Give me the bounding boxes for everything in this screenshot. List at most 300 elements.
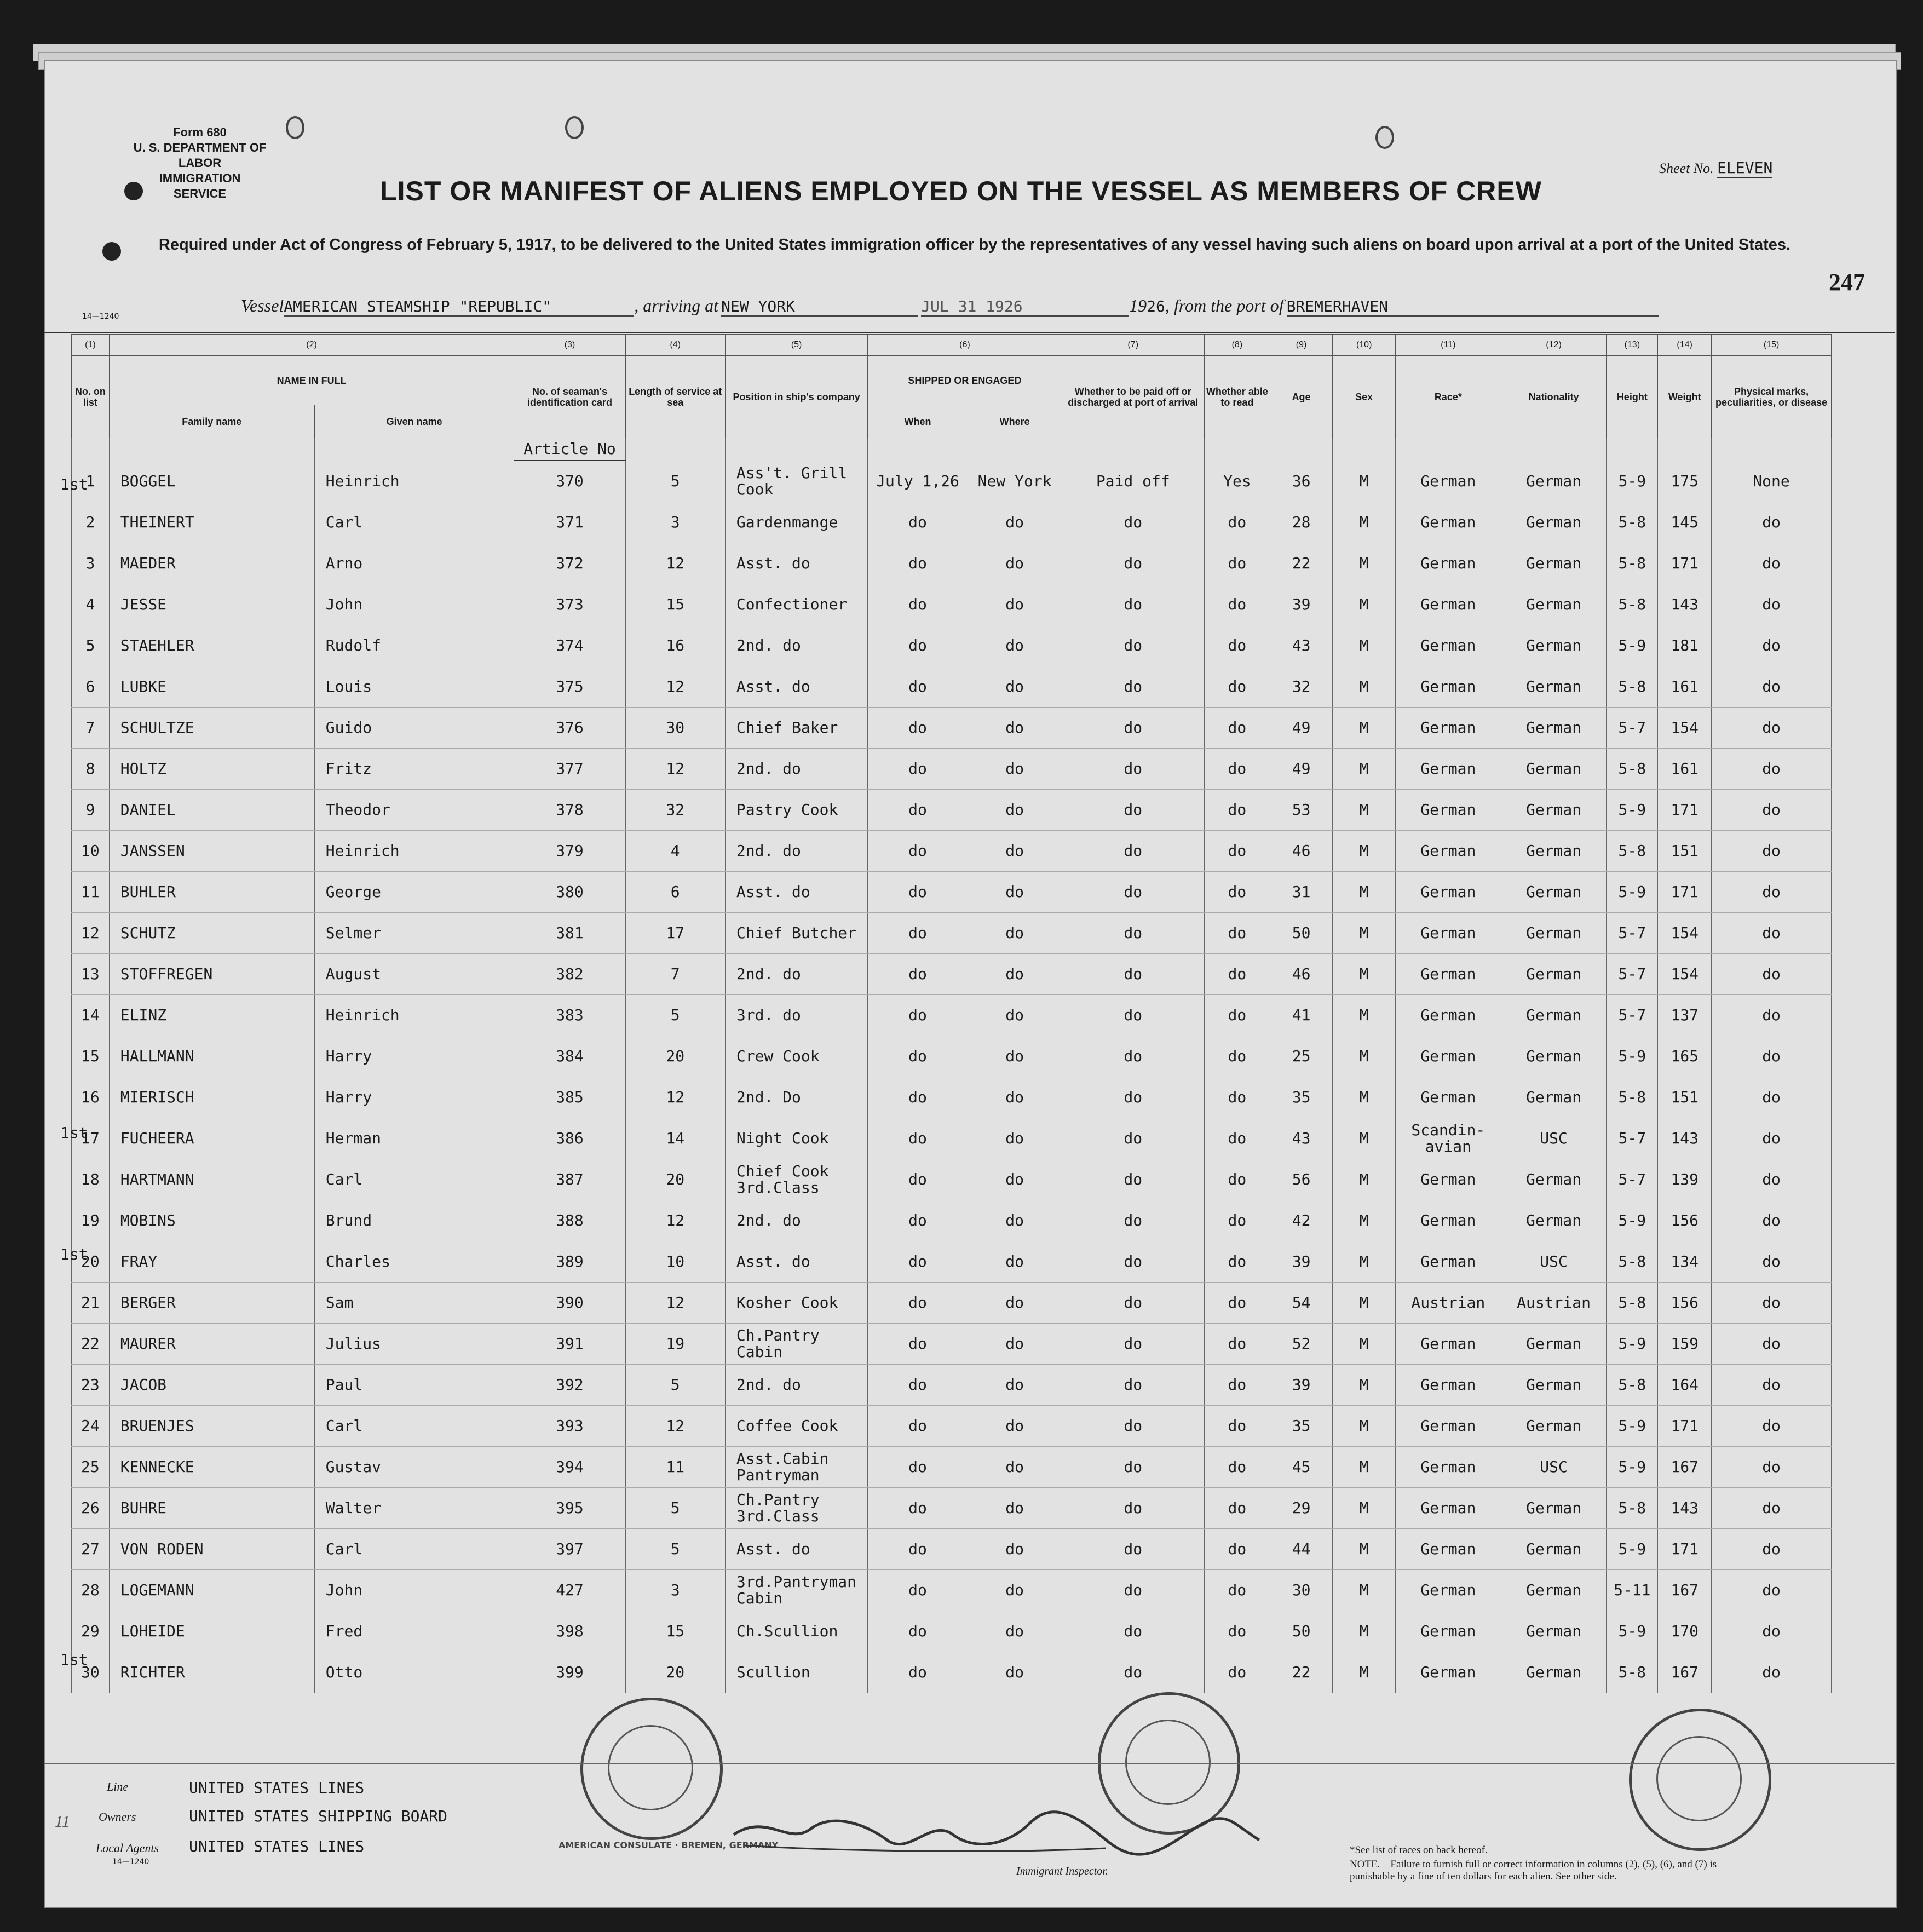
cell-marks: do bbox=[1712, 749, 1832, 790]
cell-read: do bbox=[1204, 1159, 1270, 1200]
header-age: Age bbox=[1270, 356, 1333, 438]
margin-note: 1st bbox=[60, 475, 88, 493]
col-num-4: (4) bbox=[625, 335, 725, 356]
cell-when: do bbox=[868, 1365, 968, 1406]
cell-when: do bbox=[868, 1036, 968, 1077]
cell-card: 392 bbox=[514, 1365, 625, 1406]
cell-sex: M bbox=[1333, 502, 1396, 543]
cell-nationality: German bbox=[1501, 461, 1607, 502]
header-position: Position in ship's company bbox=[725, 356, 867, 438]
cell-where: do bbox=[968, 1324, 1062, 1365]
cell-position: Asst. do bbox=[725, 1529, 867, 1570]
cell-paid: do bbox=[1062, 1159, 1204, 1200]
cell-where: do bbox=[968, 543, 1062, 584]
cell-where: do bbox=[968, 831, 1062, 872]
header-no-on-list: No. on list bbox=[72, 356, 110, 438]
cell-no: 25 bbox=[72, 1447, 110, 1488]
cell-where: do bbox=[968, 1118, 1062, 1159]
cell-weight: 151 bbox=[1658, 831, 1712, 872]
cell-where: do bbox=[968, 1200, 1062, 1241]
cell-sex: M bbox=[1333, 1036, 1396, 1077]
crew-row bbox=[72, 1406, 1832, 1447]
cell-sex: M bbox=[1333, 666, 1396, 708]
cell-height: 5-7 bbox=[1607, 995, 1658, 1036]
cell-where: do bbox=[968, 749, 1062, 790]
cell-nationality: German bbox=[1501, 913, 1607, 954]
margin-note: 1st bbox=[60, 1245, 88, 1263]
cell-weight: 134 bbox=[1658, 1241, 1712, 1283]
cell-given: George bbox=[314, 872, 514, 913]
cell-marks: None bbox=[1712, 461, 1832, 502]
cell-race: German bbox=[1395, 625, 1501, 666]
crew-row bbox=[72, 1611, 1832, 1652]
cell-marks: do bbox=[1712, 1529, 1832, 1570]
cell-card: 372 bbox=[514, 543, 625, 584]
cell-given: Selmer bbox=[314, 913, 514, 954]
cell-weight: 143 bbox=[1658, 1118, 1712, 1159]
cell-nationality: German bbox=[1501, 666, 1607, 708]
col-num-9: (9) bbox=[1270, 335, 1333, 356]
cell-read: do bbox=[1204, 1283, 1270, 1324]
cell-when: do bbox=[868, 708, 968, 749]
header-race: Race* bbox=[1395, 356, 1501, 438]
cell-where: do bbox=[968, 1159, 1062, 1200]
cell-marks: do bbox=[1712, 666, 1832, 708]
cell-paid: do bbox=[1062, 790, 1204, 831]
cell-race: Scandin-avian bbox=[1395, 1118, 1501, 1159]
cell-when: do bbox=[868, 1118, 968, 1159]
cell-sex: M bbox=[1333, 625, 1396, 666]
cell-nationality: German bbox=[1501, 1200, 1607, 1241]
cell-read: do bbox=[1204, 1529, 1270, 1570]
crew-row bbox=[72, 913, 1832, 954]
cell-age: 46 bbox=[1270, 831, 1333, 872]
cell-read: do bbox=[1204, 913, 1270, 954]
cell-sex: M bbox=[1333, 1241, 1396, 1283]
cell-height: 5-8 bbox=[1607, 831, 1658, 872]
cell-age: 53 bbox=[1270, 790, 1333, 831]
cell-sex: M bbox=[1333, 1077, 1396, 1118]
cell-service: 4 bbox=[625, 831, 725, 872]
cell-race: German bbox=[1395, 1611, 1501, 1652]
header-physical: Physical marks, peculiarities, or disease bbox=[1712, 356, 1832, 438]
cell-given: Walter bbox=[314, 1488, 514, 1529]
cell-age: 49 bbox=[1270, 749, 1333, 790]
punch-hole bbox=[286, 116, 304, 139]
cell-race: German bbox=[1395, 543, 1501, 584]
cell-when: do bbox=[868, 1200, 968, 1241]
crew-row bbox=[72, 790, 1832, 831]
cell-sex: M bbox=[1333, 1447, 1396, 1488]
cell-sex: M bbox=[1333, 708, 1396, 749]
cell-race: German bbox=[1395, 872, 1501, 913]
cell-sex: M bbox=[1333, 584, 1396, 625]
cell-service: 5 bbox=[625, 995, 725, 1036]
crew-row bbox=[72, 831, 1832, 872]
col-num-8: (8) bbox=[1204, 335, 1270, 356]
cell-race: German bbox=[1395, 1652, 1501, 1693]
cell-read: do bbox=[1204, 1365, 1270, 1406]
cell-age: 29 bbox=[1270, 1488, 1333, 1529]
cell-card: 390 bbox=[514, 1283, 625, 1324]
form-code: 14—1240 bbox=[82, 312, 119, 321]
article-row bbox=[72, 438, 1832, 461]
cell-marks: do bbox=[1712, 913, 1832, 954]
article-no-label: Article No bbox=[514, 438, 625, 461]
cell-age: 43 bbox=[1270, 625, 1333, 666]
cell-nationality: German bbox=[1501, 872, 1607, 913]
cell-nationality: German bbox=[1501, 1488, 1607, 1529]
cell-race: German bbox=[1395, 584, 1501, 625]
cell-race: German bbox=[1395, 1159, 1501, 1200]
cell-marks: do bbox=[1712, 1406, 1832, 1447]
cell-where: do bbox=[968, 1447, 1062, 1488]
cell-when: do bbox=[868, 1283, 968, 1324]
cell-age: 56 bbox=[1270, 1159, 1333, 1200]
cell-weight: 171 bbox=[1658, 543, 1712, 584]
cell-nationality: German bbox=[1501, 584, 1607, 625]
cell-read: do bbox=[1204, 954, 1270, 995]
header-shipped: SHIPPED OR ENGAGED bbox=[868, 356, 1062, 405]
cell-family: FUCHEERA bbox=[109, 1118, 314, 1159]
punch-hole bbox=[102, 242, 121, 261]
cell-when: do bbox=[868, 1077, 968, 1118]
cell-service: 32 bbox=[625, 790, 725, 831]
cell-card: 398 bbox=[514, 1611, 625, 1652]
cell-when: do bbox=[868, 625, 968, 666]
cell-position: Confectioner bbox=[725, 584, 867, 625]
cell-where: do bbox=[968, 954, 1062, 995]
cell-paid: do bbox=[1062, 1488, 1204, 1529]
cell-given: Louis bbox=[314, 666, 514, 708]
cell-marks: do bbox=[1712, 1652, 1832, 1693]
cell-paid: do bbox=[1062, 1118, 1204, 1159]
cell-position: Ch.Pantry Cabin bbox=[725, 1324, 867, 1365]
cell-given: Carl bbox=[314, 502, 514, 543]
cell-family: BERGER bbox=[109, 1283, 314, 1324]
cell-card: 381 bbox=[514, 913, 625, 954]
cell-no: 30 bbox=[72, 1652, 110, 1693]
cell-sex: M bbox=[1333, 1529, 1396, 1570]
cell-where: do bbox=[968, 1488, 1062, 1529]
cell-paid: do bbox=[1062, 1570, 1204, 1611]
cell-where: do bbox=[968, 1036, 1062, 1077]
cell-card: 388 bbox=[514, 1200, 625, 1241]
cell-paid: do bbox=[1062, 1447, 1204, 1488]
cell-service: 12 bbox=[625, 666, 725, 708]
header-rule bbox=[44, 332, 1895, 334]
cell-height: 5-8 bbox=[1607, 502, 1658, 543]
cell-weight: 171 bbox=[1658, 872, 1712, 913]
col-num-3: (3) bbox=[514, 335, 625, 356]
cell-read: do bbox=[1204, 872, 1270, 913]
cell-nationality: USC bbox=[1501, 1118, 1607, 1159]
cell-service: 7 bbox=[625, 954, 725, 995]
cell-marks: do bbox=[1712, 625, 1832, 666]
cell-position: Ch.Pantry 3rd.Class bbox=[725, 1488, 867, 1529]
cell-paid: do bbox=[1062, 1652, 1204, 1693]
cell-family: LUBKE bbox=[109, 666, 314, 708]
cell-position: Pastry Cook bbox=[725, 790, 867, 831]
cell-sex: M bbox=[1333, 831, 1396, 872]
cell-given: Harry bbox=[314, 1077, 514, 1118]
cell-no: 18 bbox=[72, 1159, 110, 1200]
from-label: , from the port of bbox=[1165, 296, 1284, 315]
cell-read: do bbox=[1204, 502, 1270, 543]
page-title: LIST OR MANIFEST OF ALIENS EMPLOYED ON THE VESSEL AS MEMBERS OF CREW bbox=[380, 176, 1542, 206]
cell-family: KENNECKE bbox=[109, 1447, 314, 1488]
col-num-1: (1) bbox=[72, 335, 110, 356]
cell-family: HALLMANN bbox=[109, 1036, 314, 1077]
cell-service: 11 bbox=[625, 1447, 725, 1488]
crew-row bbox=[72, 954, 1832, 995]
cell-family: MAEDER bbox=[109, 543, 314, 584]
cell-position: 2nd. do bbox=[725, 831, 867, 872]
cell-given: Paul bbox=[314, 1365, 514, 1406]
margin-note: 1st bbox=[60, 1124, 88, 1142]
cell-no: 19 bbox=[72, 1200, 110, 1241]
cell-paid: do bbox=[1062, 1241, 1204, 1283]
cell-height: 5-8 bbox=[1607, 1652, 1658, 1693]
cell-age: 45 bbox=[1270, 1447, 1333, 1488]
cell-family: MOBINS bbox=[109, 1200, 314, 1241]
cell-race: German bbox=[1395, 1365, 1501, 1406]
crew-row bbox=[72, 749, 1832, 790]
department-name: U. S. DEPARTMENT OF LABOR bbox=[133, 141, 267, 170]
cell-card: 386 bbox=[514, 1118, 625, 1159]
cell-when: do bbox=[868, 1324, 968, 1365]
cell-when: July 1,26 bbox=[868, 461, 968, 502]
cell-marks: do bbox=[1712, 708, 1832, 749]
cell-when: do bbox=[868, 749, 968, 790]
cell-family: MAURER bbox=[109, 1324, 314, 1365]
cell-when: do bbox=[868, 584, 968, 625]
owners-label: Owners bbox=[99, 1810, 136, 1824]
cell-family: BUHLER bbox=[109, 872, 314, 913]
cell-paid: do bbox=[1062, 1283, 1204, 1324]
cell-where: do bbox=[968, 584, 1062, 625]
cell-marks: do bbox=[1712, 543, 1832, 584]
cell-given: Otto bbox=[314, 1652, 514, 1693]
cell-age: 35 bbox=[1270, 1077, 1333, 1118]
cell-read: do bbox=[1204, 1324, 1270, 1365]
cell-race: German bbox=[1395, 790, 1501, 831]
cell-height: 5-9 bbox=[1607, 872, 1658, 913]
cell-nationality: German bbox=[1501, 1652, 1607, 1693]
cell-position: Scullion bbox=[725, 1652, 867, 1693]
cell-service: 3 bbox=[625, 1570, 725, 1611]
crew-row bbox=[72, 1570, 1832, 1611]
cell-marks: do bbox=[1712, 954, 1832, 995]
cell-race: German bbox=[1395, 1488, 1501, 1529]
cell-height: 5-9 bbox=[1607, 1324, 1658, 1365]
cell-weight: 137 bbox=[1658, 995, 1712, 1036]
cell-service: 19 bbox=[625, 1324, 725, 1365]
cell-no: 10 bbox=[72, 831, 110, 872]
cell-where: do bbox=[968, 1611, 1062, 1652]
race-note: *See list of races on back hereof. bbox=[1350, 1844, 1488, 1856]
cell-height: 5-8 bbox=[1607, 584, 1658, 625]
cell-race: German bbox=[1395, 1200, 1501, 1241]
crew-row bbox=[72, 872, 1832, 913]
cell-given: John bbox=[314, 584, 514, 625]
cell-sex: M bbox=[1333, 1570, 1396, 1611]
cell-marks: do bbox=[1712, 1159, 1832, 1200]
cell-card: 397 bbox=[514, 1529, 625, 1570]
cell-position: Ass't. Grill Cook bbox=[725, 461, 867, 502]
cell-height: 5-9 bbox=[1607, 1529, 1658, 1570]
cell-weight: 167 bbox=[1658, 1570, 1712, 1611]
cell-given: August bbox=[314, 954, 514, 995]
cell-when: do bbox=[868, 831, 968, 872]
header-read: Whether able to read bbox=[1204, 356, 1270, 438]
cell-age: 36 bbox=[1270, 461, 1333, 502]
cell-race: German bbox=[1395, 502, 1501, 543]
col-num-13: (13) bbox=[1607, 335, 1658, 356]
cell-given: Julius bbox=[314, 1324, 514, 1365]
cell-read: do bbox=[1204, 1118, 1270, 1159]
cell-card: 379 bbox=[514, 831, 625, 872]
cell-position: Crew Cook bbox=[725, 1036, 867, 1077]
cell-given: Heinrich bbox=[314, 995, 514, 1036]
cell-age: 25 bbox=[1270, 1036, 1333, 1077]
cell-no: 27 bbox=[72, 1529, 110, 1570]
cell-race: German bbox=[1395, 1036, 1501, 1077]
header-height: Height bbox=[1607, 356, 1658, 438]
cell-age: 46 bbox=[1270, 954, 1333, 995]
cell-paid: do bbox=[1062, 913, 1204, 954]
header-name-in-full: NAME IN FULL bbox=[109, 356, 514, 405]
cell-position: Chief Baker bbox=[725, 708, 867, 749]
cell-height: 5-8 bbox=[1607, 1488, 1658, 1529]
cell-position: Night Cook bbox=[725, 1118, 867, 1159]
cell-no: 6 bbox=[72, 666, 110, 708]
cell-weight: 156 bbox=[1658, 1200, 1712, 1241]
cell-age: 49 bbox=[1270, 708, 1333, 749]
crew-row bbox=[72, 1488, 1832, 1529]
cell-family: STOFFREGEN bbox=[109, 954, 314, 995]
cell-service: 5 bbox=[625, 461, 725, 502]
line-value: UNITED STATES LINES bbox=[189, 1779, 365, 1797]
cell-age: 50 bbox=[1270, 1611, 1333, 1652]
cell-marks: do bbox=[1712, 790, 1832, 831]
cell-nationality: German bbox=[1501, 831, 1607, 872]
crew-row bbox=[72, 1529, 1832, 1570]
arrival-date-stamp: JUL 31 1926 bbox=[921, 297, 1129, 317]
cell-paid: do bbox=[1062, 1365, 1204, 1406]
cell-nationality: German bbox=[1501, 625, 1607, 666]
cell-nationality: Austrian bbox=[1501, 1283, 1607, 1324]
cell-family: BOGGEL bbox=[109, 461, 314, 502]
cell-paid: do bbox=[1062, 954, 1204, 995]
cell-read: do bbox=[1204, 584, 1270, 625]
cell-race: German bbox=[1395, 666, 1501, 708]
cell-height: 5-7 bbox=[1607, 954, 1658, 995]
cell-paid: do bbox=[1062, 1036, 1204, 1077]
cell-race: German bbox=[1395, 954, 1501, 995]
crew-row bbox=[72, 1652, 1832, 1693]
cell-when: do bbox=[868, 954, 968, 995]
crew-table bbox=[71, 334, 1832, 1693]
cell-sex: M bbox=[1333, 1200, 1396, 1241]
owners-value: UNITED STATES SHIPPING BOARD bbox=[189, 1807, 448, 1825]
cell-marks: do bbox=[1712, 1611, 1832, 1652]
header-when: When bbox=[868, 405, 968, 438]
cell-where: do bbox=[968, 995, 1062, 1036]
cell-position: 2nd. do bbox=[725, 954, 867, 995]
cell-age: 35 bbox=[1270, 1406, 1333, 1447]
cell-age: 22 bbox=[1270, 543, 1333, 584]
cell-marks: do bbox=[1712, 584, 1832, 625]
cell-weight: 165 bbox=[1658, 1036, 1712, 1077]
cell-family: THEINERT bbox=[109, 502, 314, 543]
cell-given: Carl bbox=[314, 1159, 514, 1200]
cell-height: 5-9 bbox=[1607, 1406, 1658, 1447]
cell-read: Yes bbox=[1204, 461, 1270, 502]
cell-read: do bbox=[1204, 1652, 1270, 1693]
cell-service: 5 bbox=[625, 1529, 725, 1570]
col-num-7: (7) bbox=[1062, 335, 1204, 356]
cell-service: 12 bbox=[625, 543, 725, 584]
cell-nationality: USC bbox=[1501, 1447, 1607, 1488]
crew-row bbox=[72, 625, 1832, 666]
col-num-15: (15) bbox=[1712, 335, 1832, 356]
cell-service: 12 bbox=[625, 1200, 725, 1241]
cell-paid: do bbox=[1062, 749, 1204, 790]
crew-row bbox=[72, 1241, 1832, 1283]
cell-paid: do bbox=[1062, 831, 1204, 872]
cell-position: Chief Cook 3rd.Class bbox=[725, 1159, 867, 1200]
cell-card: 374 bbox=[514, 625, 625, 666]
cell-position: 2nd. Do bbox=[725, 1077, 867, 1118]
cell-weight: 159 bbox=[1658, 1324, 1712, 1365]
cell-marks: do bbox=[1712, 872, 1832, 913]
cell-weight: 175 bbox=[1658, 461, 1712, 502]
cell-family: HOLTZ bbox=[109, 749, 314, 790]
cell-family: HARTMANN bbox=[109, 1159, 314, 1200]
cell-where: do bbox=[968, 913, 1062, 954]
arrival-year: 26 bbox=[1147, 297, 1165, 315]
header-weight: Weight bbox=[1658, 356, 1712, 438]
cell-age: 31 bbox=[1270, 872, 1333, 913]
cell-where: do bbox=[968, 666, 1062, 708]
cell-no: 2 bbox=[72, 502, 110, 543]
cell-position: 2nd. do bbox=[725, 1200, 867, 1241]
cell-card: 399 bbox=[514, 1652, 625, 1693]
cell-nationality: German bbox=[1501, 502, 1607, 543]
cell-family: SCHUTZ bbox=[109, 913, 314, 954]
cell-race: German bbox=[1395, 831, 1501, 872]
cell-weight: 167 bbox=[1658, 1652, 1712, 1693]
cell-card: 387 bbox=[514, 1159, 625, 1200]
consulate-seal bbox=[1629, 1709, 1771, 1851]
crew-row bbox=[72, 1283, 1832, 1324]
cell-no: 20 bbox=[72, 1241, 110, 1283]
cell-given: Heinrich bbox=[314, 461, 514, 502]
vessel-label: Vessel bbox=[241, 296, 284, 315]
cell-no: 13 bbox=[72, 954, 110, 995]
inspector-label: Immigrant Inspector. bbox=[980, 1865, 1144, 1878]
cell-race: German bbox=[1395, 1241, 1501, 1283]
page-subtitle: Required under Act of Congress of February 5, 1917, to be delivered to the United States immigration officer by the representatives of any vessel having such aliens on board upon arrival at a port of the United States. bbox=[158, 236, 1791, 254]
cell-where: do bbox=[968, 1652, 1062, 1693]
header-paid-off: Whether to be paid off or discharged at port of arrival bbox=[1062, 356, 1204, 438]
cell-height: 5-7 bbox=[1607, 708, 1658, 749]
cell-position: Coffee Cook bbox=[725, 1406, 867, 1447]
cell-when: do bbox=[868, 790, 968, 831]
arrival-port: NEW YORK bbox=[721, 297, 918, 317]
cell-height: 5-9 bbox=[1607, 790, 1658, 831]
